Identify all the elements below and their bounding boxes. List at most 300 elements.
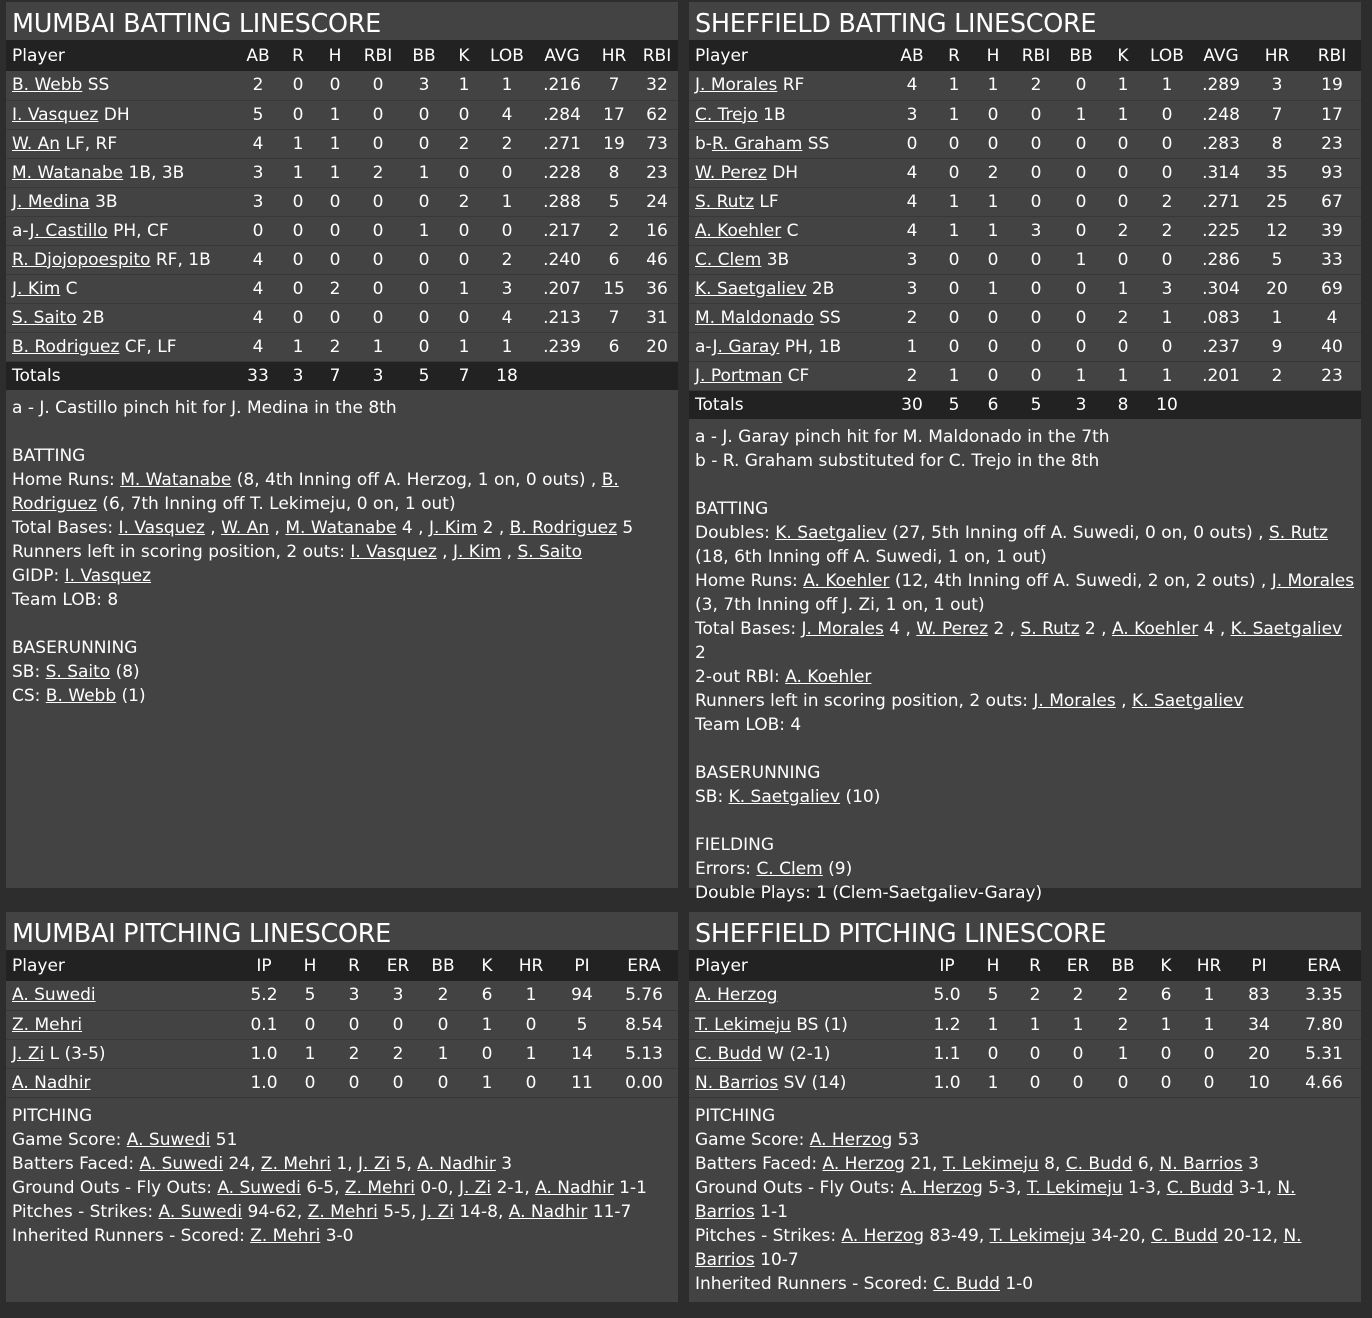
total-r: 5	[948, 394, 960, 415]
stat-rbi: 0	[1030, 133, 1042, 154]
player-link[interactable]: I. Vasquez	[12, 104, 99, 125]
stat-r: 0	[292, 104, 304, 125]
stat-hr: 1	[525, 985, 537, 1006]
player-link[interactable]: I. Vasquez	[64, 566, 152, 586]
note-text: 2 ,	[988, 619, 1021, 639]
stat-lob: 1	[501, 75, 513, 96]
stat-r: 1	[948, 75, 960, 96]
stat-k: 6	[481, 985, 493, 1006]
stat-rbi: 0	[372, 75, 384, 96]
player-link[interactable]: J. Zi	[421, 1201, 454, 1222]
player-link[interactable]: R. Djojopoespito	[12, 249, 151, 270]
stat-ab: 3	[906, 249, 918, 270]
player-link[interactable]: J. Morales	[801, 619, 884, 639]
stat-bb: 0	[418, 133, 430, 154]
stat-r: 1	[948, 365, 960, 386]
column-header-rbi: RBI	[642, 45, 672, 66]
stat-r: 3	[348, 985, 360, 1006]
player-row	[6, 216, 678, 245]
player-row	[6, 1039, 678, 1068]
stat-rbi: 0	[1030, 162, 1042, 183]
stat-rbi: 23	[1321, 133, 1343, 154]
stat-bb: 1	[1075, 365, 1087, 386]
note-line	[12, 1104, 672, 1128]
player-link[interactable]: M. Watanabe	[120, 470, 232, 490]
stat-k: 1	[1117, 75, 1129, 96]
player-link[interactable]: J. Morales	[695, 75, 778, 96]
column-header-player: Player	[12, 45, 65, 66]
note-text: Team LOB: 4	[695, 715, 802, 735]
column-header-h: H	[328, 45, 342, 66]
player-link[interactable]: C. Clem	[695, 249, 762, 270]
player-link[interactable]: C. Trejo	[695, 104, 758, 125]
player-link[interactable]: C. Budd	[1166, 1177, 1234, 1198]
note-text: Game Score:	[695, 1129, 810, 1150]
column-header-lob: LOB	[490, 45, 524, 66]
stat-lob: 4	[501, 307, 513, 328]
stat-avg: .213	[543, 307, 581, 328]
player-cell	[689, 981, 923, 1010]
stat-rbi: 20	[646, 336, 668, 357]
player-link[interactable]: A. Suwedi	[217, 1177, 301, 1198]
note-text: Double Plays: 1 (Clem-Saetgaliev-Garay)	[695, 883, 1043, 903]
stat-bb: 0	[418, 307, 430, 328]
stat-ip: 5.0	[933, 985, 961, 1006]
note-text: 0-0,	[414, 1177, 459, 1198]
note-line	[695, 1224, 1355, 1272]
stat-h: 0	[987, 307, 999, 328]
note-line	[695, 449, 1355, 473]
player-link[interactable]: J. Castillo	[29, 220, 108, 241]
stat-avg: .217	[543, 220, 581, 241]
stat-avg: .248	[1202, 104, 1240, 125]
stat-rbi: 93	[1321, 162, 1343, 183]
stat-h: 1	[987, 1014, 999, 1035]
player-position: BS (1)	[796, 1014, 848, 1035]
stat-er: 0	[1072, 1072, 1084, 1093]
stat-lob: 1	[1161, 75, 1173, 96]
player-cell	[689, 216, 889, 245]
note-text: 5-3,	[982, 1177, 1027, 1198]
stat-ab: 3	[252, 162, 264, 183]
stat-ab: 2	[252, 75, 264, 96]
player-link[interactable]: N. Barrios	[695, 1072, 779, 1093]
column-header-r: R	[292, 45, 304, 66]
player-link[interactable]: J. Kim	[452, 542, 502, 562]
player-row	[6, 187, 678, 216]
stat-hr: 9	[1271, 336, 1283, 357]
player-link[interactable]: J. Garay	[712, 336, 780, 357]
player-link[interactable]: S. Rutz	[1268, 523, 1328, 543]
stat-lob: 0	[1161, 104, 1173, 125]
note-line	[12, 660, 672, 684]
stat-ab: 5	[252, 104, 264, 125]
player-row	[689, 216, 1361, 245]
player-link[interactable]: W. Perez	[695, 162, 767, 183]
stat-lob: 2	[1161, 220, 1173, 241]
player-cell	[6, 129, 236, 158]
stat-r: 0	[348, 1072, 360, 1093]
note-line	[12, 396, 672, 420]
stat-ab: 0	[906, 133, 918, 154]
player-link[interactable]: A. Herzog	[822, 1153, 905, 1174]
sub-prefix: a-	[12, 220, 30, 241]
player-link[interactable]: K. Saetgaliev	[695, 278, 807, 299]
stat-hr: 7	[608, 75, 620, 96]
column-header-k: K	[1117, 45, 1129, 66]
player-link[interactable]: S. Saito	[12, 307, 77, 328]
player-position: SS	[819, 307, 841, 328]
stat-lob: 1	[501, 336, 513, 357]
player-cell	[689, 100, 889, 129]
stat-k: 0	[458, 307, 470, 328]
stat-avg: .216	[543, 75, 581, 96]
stat-hr: 1	[1203, 1014, 1215, 1035]
player-link[interactable]: S. Rutz	[695, 191, 755, 212]
note-line	[12, 1224, 672, 1248]
stat-rbi: 2	[1030, 75, 1042, 96]
player-position: 3B	[95, 191, 118, 212]
player-row	[6, 100, 678, 129]
mumbai-pitching-panel	[6, 912, 678, 1302]
player-link[interactable]: A. Herzog	[809, 1129, 893, 1150]
stat-h: 0	[329, 249, 341, 270]
stat-k: 0	[1117, 249, 1129, 270]
player-row	[6, 1010, 678, 1039]
stat-avg: .239	[543, 336, 581, 357]
player-row	[689, 1010, 1361, 1039]
player-link[interactable]: S. Rutz	[1020, 619, 1080, 639]
stat-hr: 0	[1203, 1043, 1215, 1064]
player-link[interactable]: A. Koehler	[1111, 619, 1199, 639]
player-link[interactable]: J. Zi	[12, 1043, 45, 1064]
player-position: 3B	[766, 249, 790, 270]
player-row	[689, 100, 1361, 129]
column-header-pi: PI	[1251, 955, 1267, 976]
note-text: 24,	[223, 1153, 261, 1174]
note-text: 94-62,	[242, 1201, 308, 1222]
player-link[interactable]: B. Rodriguez	[12, 336, 120, 357]
stat-pi: 34	[1248, 1014, 1270, 1035]
player-link[interactable]: K. Saetgaliev	[775, 523, 887, 543]
player-cell	[6, 158, 236, 187]
player-cell	[6, 1068, 240, 1097]
player-link[interactable]: N. Barrios	[695, 1177, 1296, 1222]
stat-bb: 0	[437, 1072, 449, 1093]
player-link[interactable]: A. Herzog	[841, 1225, 925, 1246]
player-link[interactable]: N. Barrios	[1159, 1153, 1243, 1174]
stat-k: 0	[1117, 336, 1129, 357]
note-text: 5	[617, 518, 634, 538]
player-link[interactable]: C. Clem	[756, 859, 823, 879]
spacer	[695, 809, 1355, 833]
player-link[interactable]: A. Koehler	[695, 220, 782, 241]
note-text: a - J. Castillo pinch hit for J. Medina in the 8th	[12, 398, 397, 418]
stat-rbi: 2	[372, 162, 384, 183]
stat-ip: 5.2	[250, 985, 278, 1006]
note-line	[695, 857, 1355, 881]
note-line	[695, 689, 1355, 713]
player-link[interactable]: W. An	[12, 133, 61, 154]
stat-rbi: 0	[372, 278, 384, 299]
note-text: 2	[695, 643, 706, 663]
player-row	[689, 71, 1361, 100]
player-link[interactable]: S. Saito	[517, 542, 583, 562]
totals-row	[689, 390, 1361, 419]
note-text: SB:	[12, 662, 46, 682]
player-link[interactable]: T. Lekimeju	[989, 1225, 1086, 1246]
stat-hr: 17	[603, 104, 625, 125]
player-link[interactable]: B. Webb	[45, 686, 117, 706]
player-link[interactable]: B. Webb	[12, 75, 83, 96]
stat-hr: 35	[1266, 162, 1288, 183]
column-header-player: Player	[695, 955, 748, 976]
sheffield-batting-table	[689, 40, 1361, 419]
player-link[interactable]: A. Koehler	[803, 571, 890, 591]
player-link[interactable]: A. Herzog	[695, 985, 778, 1006]
player-cell	[6, 100, 236, 129]
stat-h: 1	[987, 75, 999, 96]
player-link[interactable]: K. Saetgaliev	[1131, 691, 1244, 711]
sheffield-batting-title: SHEFFIELD BATTING LINESCORE	[695, 9, 1097, 39]
stat-pi: 83	[1248, 985, 1270, 1006]
player-cell	[689, 361, 889, 390]
stat-ab: 4	[252, 133, 264, 154]
player-link[interactable]: C. Budd	[1151, 1225, 1218, 1246]
stat-r: 1	[292, 133, 304, 154]
stat-pi: 20	[1248, 1043, 1270, 1064]
player-link[interactable]: Z. Mehri	[344, 1177, 415, 1198]
player-link[interactable]: T. Lekimeju	[1026, 1177, 1123, 1198]
header-row	[6, 950, 678, 981]
stat-rbi: 46	[646, 249, 668, 270]
player-link[interactable]: M. Maldonado	[695, 307, 814, 328]
note-text: 34-20,	[1085, 1225, 1152, 1246]
note-text: Team LOB: 8	[12, 590, 119, 610]
player-link[interactable]: T. Lekimeju	[942, 1153, 1039, 1174]
column-header-pi: PI	[574, 955, 590, 976]
player-link[interactable]: J. Morales	[1271, 571, 1355, 591]
player-link[interactable]: I. Vasquez	[118, 518, 205, 538]
stat-ab: 2	[906, 307, 918, 328]
total-hr	[1251, 390, 1303, 419]
player-link[interactable]: J. Kim	[428, 518, 478, 538]
mumbai-batting-notes	[6, 390, 678, 708]
column-header-player: Player	[695, 45, 748, 66]
totals-row	[6, 361, 678, 390]
player-link[interactable]: R. Graham	[711, 133, 803, 154]
note-line	[695, 569, 1355, 617]
note-text: Total Bases:	[12, 518, 119, 538]
column-header-ip: IP	[256, 955, 272, 976]
note-text: 11-7	[587, 1201, 632, 1222]
player-link[interactable]: A. Suwedi	[126, 1129, 211, 1150]
note-line	[12, 1200, 672, 1224]
note-text: ,	[501, 542, 518, 562]
note-text: 53	[892, 1129, 920, 1150]
player-link[interactable]: J. Medina	[12, 191, 90, 212]
column-header-r: R	[948, 45, 960, 66]
stat-ab: 4	[906, 75, 918, 96]
stat-r: 1	[948, 220, 960, 241]
player-link[interactable]: K. Saetgaliev	[728, 787, 841, 807]
note-line	[12, 468, 672, 516]
total-h: 7	[329, 365, 341, 386]
note-line	[12, 588, 672, 612]
stat-er: 0	[392, 1014, 404, 1035]
stat-r: 0	[292, 307, 304, 328]
note-text: 83-49,	[924, 1225, 990, 1246]
player-link[interactable]: J. Portman	[695, 365, 783, 386]
player-row	[6, 981, 678, 1010]
player-link[interactable]: J. Zi	[458, 1177, 492, 1198]
stat-hr: 7	[1271, 104, 1283, 125]
player-link[interactable]: M. Watanabe	[285, 518, 397, 538]
player-link[interactable]: W. An	[221, 518, 270, 538]
player-link[interactable]: A. Suwedi	[158, 1201, 243, 1222]
player-link[interactable]: A. Suwedi	[139, 1153, 224, 1174]
note-text: 1-3,	[1122, 1177, 1167, 1198]
stat-h: 1	[329, 133, 341, 154]
column-header-player: Player	[12, 955, 65, 976]
column-header-rbi: RBI	[1317, 45, 1347, 66]
note-text: 5-5,	[377, 1201, 422, 1222]
stat-k: 2	[1117, 220, 1129, 241]
stat-r: 0	[292, 278, 304, 299]
note-line	[695, 713, 1355, 737]
stat-bb: 0	[437, 1014, 449, 1035]
player-link[interactable]: I. Vasquez	[350, 542, 437, 562]
note-line	[695, 1128, 1355, 1152]
total-h: 6	[987, 394, 999, 415]
player-link[interactable]: J. Kim	[12, 278, 61, 299]
note-text: (12, 4th Inning off A. Suwedi, 2 on, 2 outs) ,	[889, 571, 1272, 591]
stat-rbi: 36	[646, 278, 668, 299]
player-link[interactable]: M. Watanabe	[12, 162, 124, 183]
stat-hr: 1	[525, 1043, 537, 1064]
stat-hr: 25	[1266, 191, 1288, 212]
player-link[interactable]: A. Nadhir	[12, 1072, 91, 1093]
stat-h: 0	[304, 1014, 316, 1035]
player-link[interactable]: S. Saito	[45, 662, 111, 682]
player-position: CF	[787, 365, 810, 386]
player-link[interactable]: C. Budd	[695, 1043, 762, 1064]
stat-k: 0	[1117, 133, 1129, 154]
stat-ab: 4	[252, 336, 264, 357]
stat-rbi: 16	[646, 220, 668, 241]
player-link[interactable]: A. Koehler	[785, 667, 872, 687]
player-link[interactable]: C. Budd	[1065, 1153, 1133, 1174]
stat-k: 1	[458, 75, 470, 96]
note-text: Ground Outs - Fly Outs:	[695, 1177, 901, 1198]
column-header-k: K	[481, 955, 493, 976]
player-link[interactable]: C. Budd	[933, 1273, 1000, 1294]
player-link[interactable]: A. Herzog	[900, 1177, 983, 1198]
stat-k: 0	[458, 249, 470, 270]
header-row	[689, 40, 1361, 71]
stat-rbi: 0	[372, 104, 384, 125]
note-line	[695, 665, 1355, 689]
note-text: Batters Faced:	[695, 1153, 823, 1174]
player-link[interactable]: J. Zi	[358, 1153, 391, 1174]
player-row	[689, 1068, 1361, 1097]
stat-r: 0	[292, 191, 304, 212]
player-cell	[6, 332, 236, 361]
stat-bb: 1	[437, 1043, 449, 1064]
column-header-avg: AVG	[544, 45, 580, 66]
player-link[interactable]: Z. Mehri	[260, 1153, 331, 1174]
stat-k: 1	[1117, 104, 1129, 125]
column-header-k: K	[458, 45, 470, 66]
player-link[interactable]: B. Rodriguez	[12, 470, 619, 514]
player-link[interactable]: Z. Mehri	[307, 1201, 378, 1222]
player-cell	[689, 274, 889, 303]
stat-era: 0.00	[625, 1072, 663, 1093]
stat-rbi: 69	[1321, 278, 1343, 299]
player-row	[689, 361, 1361, 390]
player-link[interactable]: A. Nadhir	[417, 1153, 496, 1174]
note-text: a - J. Garay pinch hit for M. Maldonado in the 7th	[695, 427, 1110, 447]
player-link[interactable]: W. Perez	[916, 619, 989, 639]
sheffield-batting-panel	[689, 2, 1361, 903]
sheffield-pitching-title: SHEFFIELD PITCHING LINESCORE	[695, 919, 1107, 949]
stat-avg: .304	[1202, 278, 1240, 299]
stat-r: 0	[348, 1014, 360, 1035]
stat-ip: 1.0	[933, 1072, 961, 1093]
player-link[interactable]: J. Morales	[1033, 691, 1116, 711]
column-header-ab: AB	[246, 45, 270, 66]
player-cell	[689, 187, 889, 216]
note-text: Game Score:	[12, 1129, 127, 1150]
player-row	[689, 981, 1361, 1010]
stat-rbi: 31	[646, 307, 668, 328]
note-text: PITCHING	[12, 1105, 93, 1126]
player-position: C	[786, 220, 799, 241]
stat-hr: 12	[1266, 220, 1288, 241]
stat-lob: 3	[501, 278, 513, 299]
player-position: 2B	[82, 307, 105, 328]
note-line	[695, 521, 1355, 569]
player-link[interactable]: N. Barrios	[695, 1225, 1302, 1270]
player-link[interactable]: A. Nadhir	[535, 1177, 614, 1198]
note-text: 2-1,	[491, 1177, 536, 1198]
stat-er: 3	[392, 985, 404, 1006]
stat-r: 1	[1029, 1014, 1041, 1035]
note-text: 4 ,	[883, 619, 917, 639]
note-text: 4 ,	[396, 518, 429, 538]
sheffield-pitching-notes	[689, 1098, 1361, 1296]
stat-lob: 0	[1161, 249, 1173, 270]
player-link[interactable]: A. Nadhir	[508, 1201, 588, 1222]
stat-hr: 0	[1203, 1072, 1215, 1093]
player-row	[689, 158, 1361, 187]
column-header-era: ERA	[627, 955, 661, 976]
player-link[interactable]: B. Rodriguez	[509, 518, 618, 538]
stat-rbi: 33	[1321, 249, 1343, 270]
stat-hr: 2	[1271, 365, 1283, 386]
player-row	[6, 1068, 678, 1097]
player-link[interactable]: Z. Mehri	[12, 1014, 83, 1035]
stat-k: 2	[458, 191, 470, 212]
player-link[interactable]: Z. Mehri	[250, 1225, 321, 1246]
player-link[interactable]: A. Suwedi	[12, 985, 96, 1006]
note-text: Pitches - Strikes:	[695, 1225, 842, 1246]
player-link[interactable]: T. Lekimeju	[695, 1014, 791, 1035]
player-link[interactable]: K. Saetgaliev	[1230, 619, 1343, 639]
note-text: Total Bases:	[695, 619, 802, 639]
player-position: 1B	[763, 104, 786, 125]
stat-avg: .314	[1202, 162, 1240, 183]
